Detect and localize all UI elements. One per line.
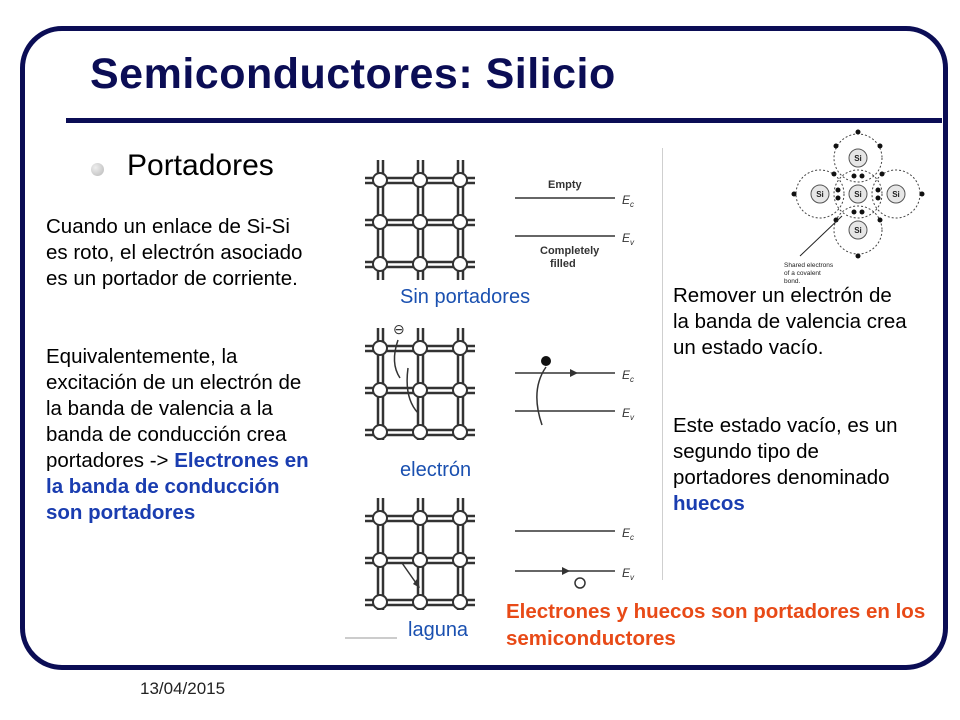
left-text-excitation-body: Equivalentemente, la excitación de un electrón de la banda de valencia a la banda de conducción crea portadores -> xyxy=(46,345,302,472)
svg-text:of a covalent: of a covalent xyxy=(784,270,821,277)
right-text-holes-body: Este estado vacío, es un segundo tipo de portadores denominado xyxy=(673,414,898,489)
silicon-bond-diagram xyxy=(778,124,938,292)
electron-sign-icon: ⊖ xyxy=(393,321,405,337)
conclusion-text: Electrones y huecos son portadores en los semiconductores xyxy=(506,600,926,650)
ec-label-2: $E_c$ xyxy=(622,368,635,384)
title-underline xyxy=(66,118,942,123)
ec-label-1: $E_c$ xyxy=(622,193,635,209)
left-text-excitation xyxy=(46,344,316,526)
left-text-emphasis: Electrones en la banda de conducción son portadores xyxy=(46,449,309,524)
svg-text:Si: Si xyxy=(854,154,862,163)
label-filled: filled xyxy=(550,258,576,270)
ec-label-3: $E_c$ xyxy=(622,526,635,542)
label-completely: Completely xyxy=(540,245,600,257)
svg-text:Si: Si xyxy=(892,190,900,199)
right-text-huecos: huecos xyxy=(673,492,745,515)
band-diagram-electron xyxy=(510,345,650,430)
caption-electron: electrón xyxy=(400,459,472,481)
label-empty: Empty xyxy=(548,179,582,191)
svg-text:bond.: bond. xyxy=(784,278,801,285)
svg-text:Shared electrons: Shared electrons xyxy=(784,262,834,269)
svg-text:Si: Si xyxy=(854,226,862,235)
svg-text:Si: Si xyxy=(854,190,862,199)
lattice-hole xyxy=(360,488,480,613)
bullet-portadores: Portadores xyxy=(127,149,274,182)
bullet-icon xyxy=(91,163,104,176)
caption-sin-portadores: Sin portadores xyxy=(400,286,531,308)
right-text-holes xyxy=(673,413,913,517)
band-diagram-hole xyxy=(510,515,650,600)
figure-divider xyxy=(662,148,663,580)
caption-laguna: laguna xyxy=(408,619,469,641)
ev-label-2: $E_v$ xyxy=(622,406,635,422)
right-text-empty-state: Remover un electrón de la banda de valencia crea un estado vacío. xyxy=(673,284,907,359)
left-text-broken-bond: Cuando un enlace de Si-Si es roto, el electrón asociado es un portador de corriente. xyxy=(46,215,303,290)
lattice-no-carriers xyxy=(360,150,480,285)
slide-title: Semiconductores: Silicio xyxy=(90,50,616,98)
small-rule xyxy=(345,636,400,640)
band-diagram-no-carriers xyxy=(510,170,650,280)
svg-text:Si: Si xyxy=(816,190,824,199)
ev-label-3: $E_v$ xyxy=(622,566,635,582)
ev-label-1: $E_v$ xyxy=(622,231,635,247)
lattice-electron xyxy=(360,318,480,443)
electron-dot-icon xyxy=(541,356,551,366)
hole-circle-icon xyxy=(575,578,585,588)
slide-date: 13/04/2015 xyxy=(140,679,226,698)
